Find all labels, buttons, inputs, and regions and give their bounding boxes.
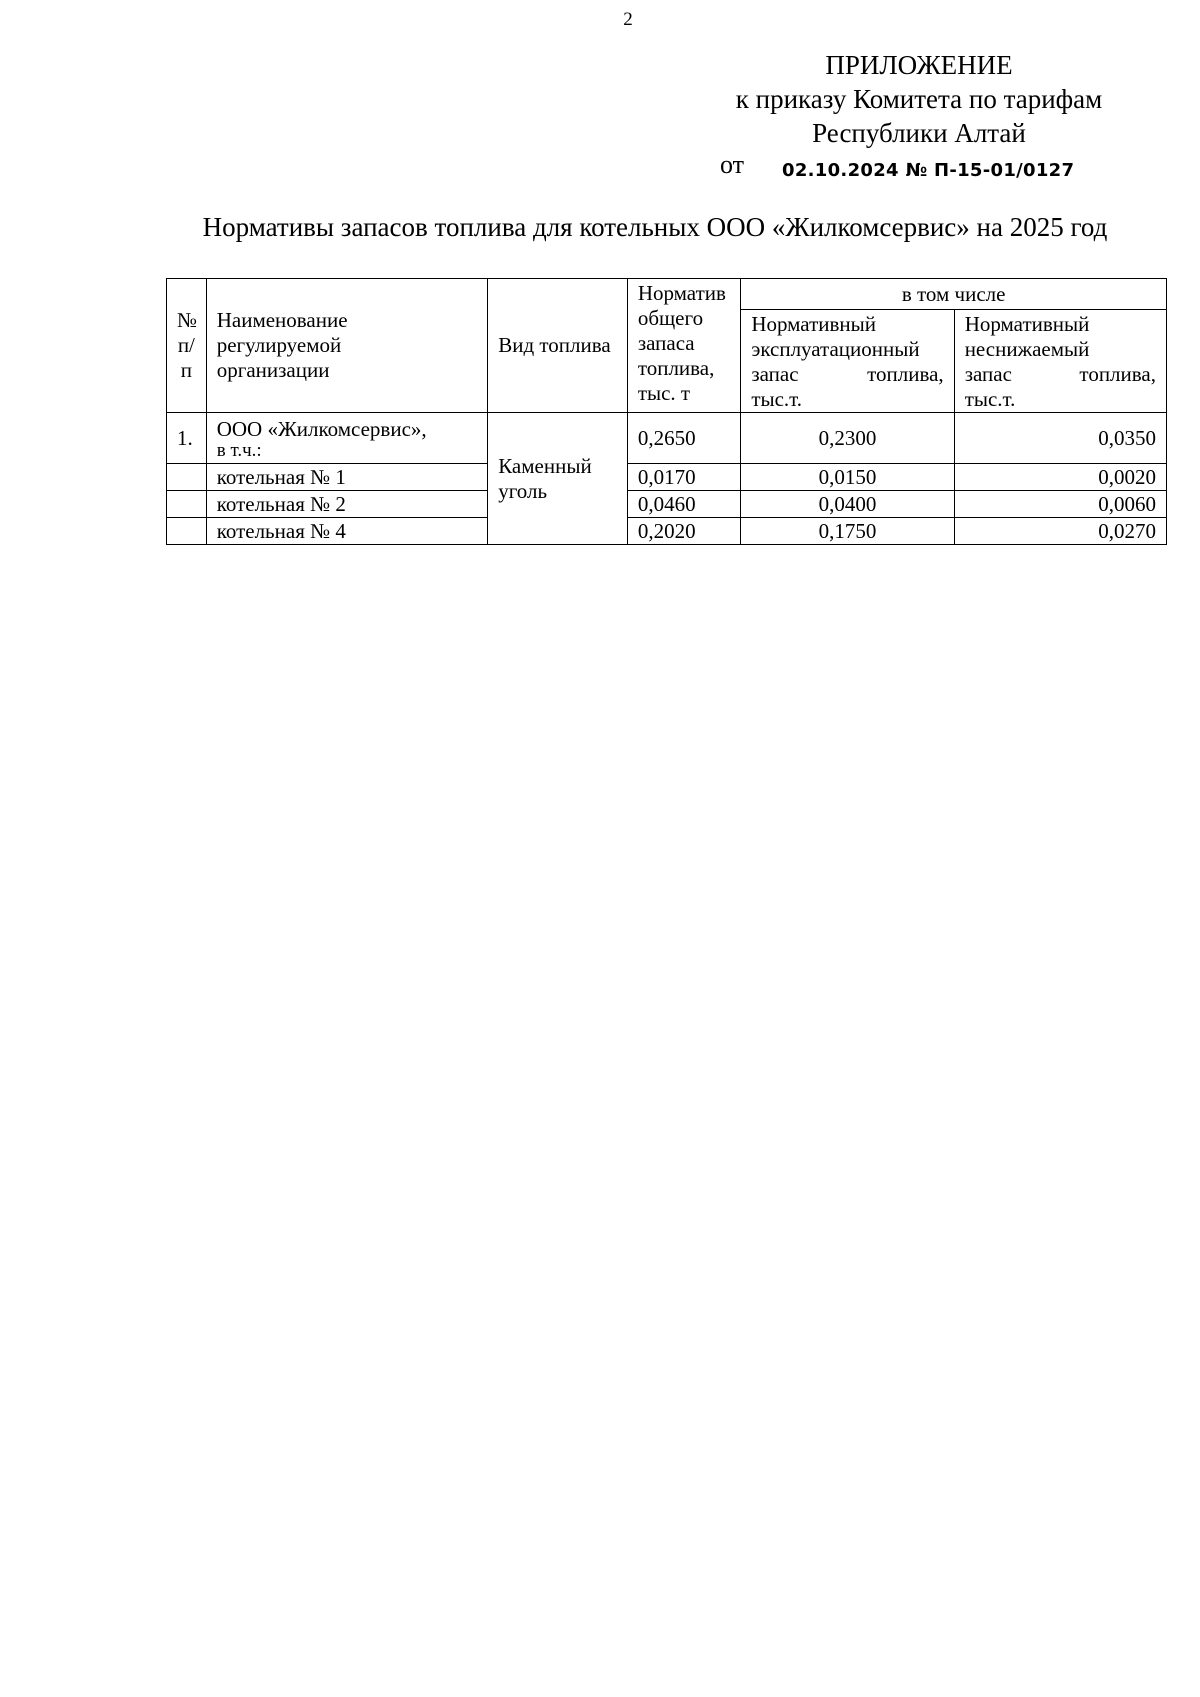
fuel-type: Каменный уголь bbox=[488, 413, 628, 545]
row-minimum: 0,0020 bbox=[954, 464, 1166, 491]
row-exploitation: 0,0150 bbox=[741, 464, 954, 491]
row-total: 0,0170 bbox=[627, 464, 741, 491]
page-number: 2 bbox=[623, 9, 633, 30]
row-num: 1. bbox=[167, 413, 207, 464]
row-name: ООО «Жилкомсервис», в т.ч.: bbox=[206, 413, 487, 464]
appendix-line-2: Республики Алтай bbox=[812, 118, 1026, 148]
row-total: 0,2020 bbox=[627, 518, 741, 545]
document-title: Нормативы запасов топлива для котельных ООО «Жилкомсервис» на 2025 год bbox=[202, 212, 1108, 242]
table-row bbox=[167, 518, 1167, 545]
header-minimum: Нормативный неснижаемый запас топлива, тыс.т. bbox=[954, 310, 1166, 413]
header-including: в том числе bbox=[741, 279, 1167, 310]
header-fuel: Вид топлива bbox=[488, 279, 628, 413]
header-exploitation: Нормативный эксплуатационный запас топлива, тыс.т. bbox=[741, 310, 954, 413]
header-total: Норматив общего запаса топлива, тыс. т bbox=[627, 279, 741, 413]
row-num bbox=[167, 491, 207, 518]
header-name: Наименование регулируемой организации bbox=[206, 279, 487, 413]
row-exploitation: 0,2300 bbox=[741, 413, 954, 464]
fuel-norms-table bbox=[166, 278, 1167, 545]
appendix-header bbox=[716, 48, 1122, 150]
row-name: котельная № 1 bbox=[206, 464, 487, 491]
row-total: 0,2650 bbox=[627, 413, 741, 464]
row-num bbox=[167, 464, 207, 491]
row-exploitation: 0,0400 bbox=[741, 491, 954, 518]
header-num: № п/п bbox=[167, 279, 207, 413]
table-row bbox=[167, 413, 1167, 464]
order-date-line bbox=[720, 150, 1075, 181]
row-exploitation: 0,1750 bbox=[741, 518, 954, 545]
row-num bbox=[167, 518, 207, 545]
appendix-line-1: к приказу Комитета по тарифам bbox=[735, 84, 1103, 114]
from-label: от bbox=[720, 150, 745, 179]
row-minimum: 0,0270 bbox=[954, 518, 1166, 545]
row-name: котельная № 4 bbox=[206, 518, 487, 545]
order-number: 02.10.2024 № П-15-01/0127 bbox=[782, 160, 1075, 181]
row-minimum: 0,0060 bbox=[954, 491, 1166, 518]
appendix-title: ПРИЛОЖЕНИЕ bbox=[825, 50, 1013, 80]
row-minimum: 0,0350 bbox=[954, 413, 1166, 464]
row-total: 0,0460 bbox=[627, 491, 741, 518]
table-row bbox=[167, 491, 1167, 518]
row-name: котельная № 2 bbox=[206, 491, 487, 518]
table-row bbox=[167, 464, 1167, 491]
